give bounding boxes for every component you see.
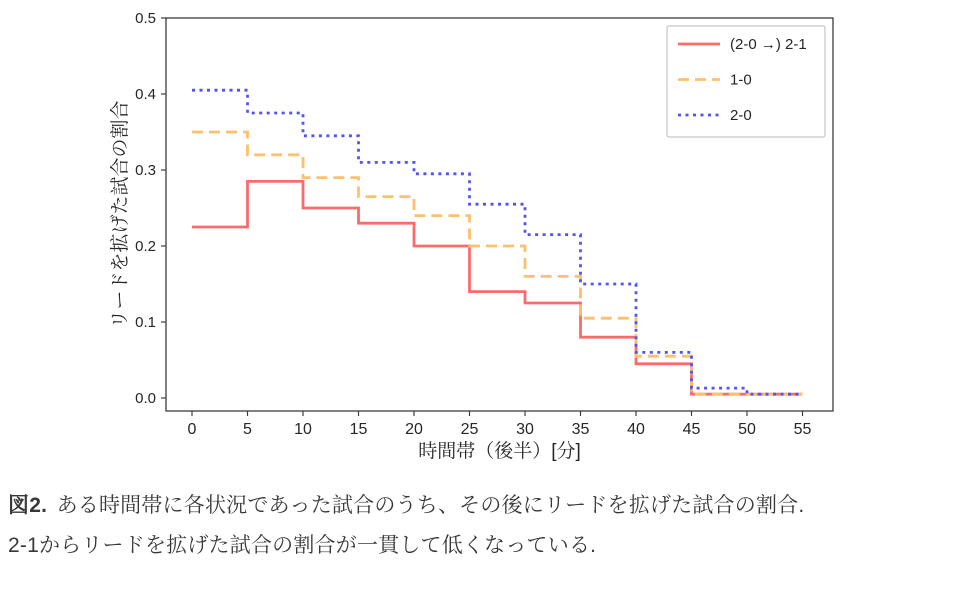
x-tick-label: 40 bbox=[627, 421, 645, 438]
x-tick-label: 45 bbox=[682, 421, 701, 438]
x-tick-label: 35 bbox=[571, 421, 590, 438]
caption-figure-label: 図2. bbox=[8, 494, 48, 517]
y-tick-label: 0.3 bbox=[135, 162, 156, 179]
y-tick-label: 0.1 bbox=[135, 314, 156, 331]
y-axis-label: リードを拡げた試合の割合 bbox=[110, 100, 131, 329]
figure-caption bbox=[8, 486, 972, 566]
y-tick-label: 0.2 bbox=[135, 238, 156, 255]
legend bbox=[667, 26, 825, 137]
y-tick-label: 0.4 bbox=[135, 86, 156, 103]
x-tick-label: 5 bbox=[243, 421, 252, 438]
x-tick-label: 25 bbox=[460, 421, 479, 438]
y-tick-label: 0.0 bbox=[135, 390, 156, 407]
caption-line1 bbox=[8, 486, 972, 526]
x-tick-label: 15 bbox=[349, 421, 368, 438]
caption-line1-text: ある時間帯に各状況であった試合のうち、その後にリードを拡げた試合の割合. bbox=[56, 494, 805, 517]
x-tick-label: 30 bbox=[516, 421, 534, 438]
x-tick-label: 10 bbox=[294, 421, 312, 438]
caption-line2: 2-1からリードを拡げた試合の割合が一貫して低くなっている. bbox=[8, 534, 597, 557]
legend-label-0: (2-0 →) 2-1 bbox=[730, 36, 807, 53]
x-axis-label: 時間帯（後半）[分] bbox=[418, 441, 581, 462]
x-tick-label: 0 bbox=[187, 421, 197, 438]
legend-label-2: 2-0 bbox=[730, 107, 752, 124]
x-tick-label: 55 bbox=[793, 421, 812, 438]
series-line-0 bbox=[192, 181, 803, 394]
legend-label-1: 1-0 bbox=[730, 71, 752, 89]
x-tick-label: 50 bbox=[738, 421, 756, 438]
series-line-1 bbox=[192, 132, 803, 394]
x-tick-label: 20 bbox=[405, 421, 423, 438]
y-tick-label: 0.5 bbox=[135, 10, 156, 27]
